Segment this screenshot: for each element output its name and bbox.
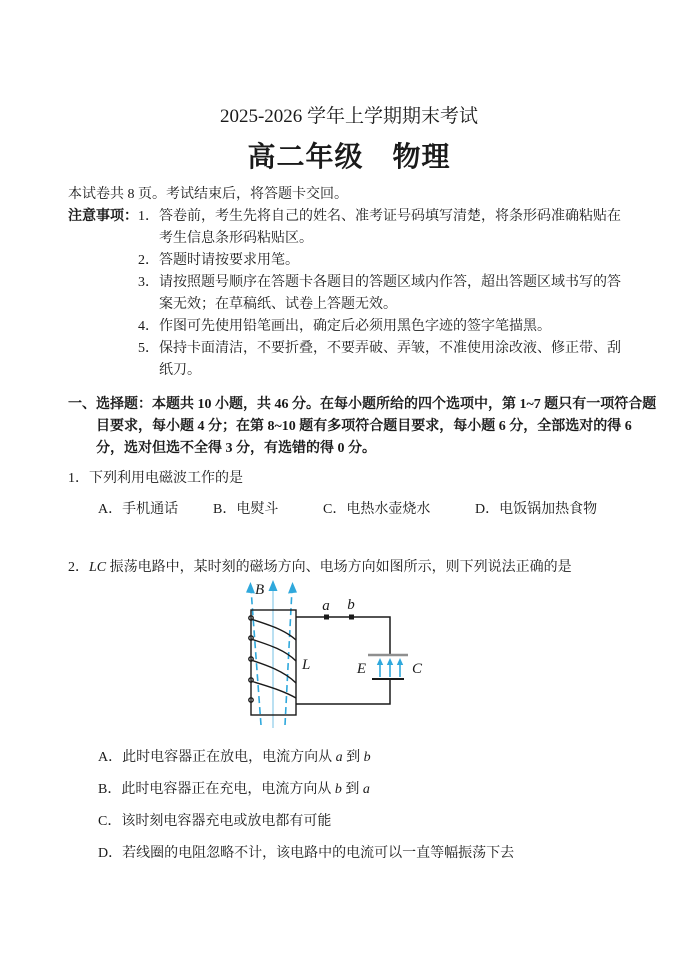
- option-label: D．: [98, 846, 123, 861]
- question-2-number: 2．: [68, 560, 89, 575]
- notice-item-text: 作图可先使用铅笔画出，确定后必须用黑色字迹的签字笔描黑。: [159, 319, 551, 334]
- label-inductor-L: L: [302, 657, 311, 673]
- option-label: A．: [98, 502, 123, 517]
- notice-label: 注意事项：: [68, 209, 138, 224]
- question-1-text: 下列利用电磁波工作的是: [89, 471, 243, 486]
- notice-item-5: [138, 338, 630, 382]
- notice-item-text: 答题时请按要求用笔。: [159, 253, 299, 268]
- question-1-option-a: [98, 499, 213, 521]
- exam-subject-title: 高二年级 物理: [247, 141, 451, 172]
- option-label: B．: [98, 782, 122, 797]
- electric-field-arrows: [380, 663, 400, 677]
- notice-item-number: 5．: [138, 341, 159, 356]
- notice-item-text: 保持卡面清洁，不要折叠，不要弄破、弄皱，不准使用涂改液、修正带、刮纸刀。: [159, 341, 621, 378]
- label-terminal-b: b: [347, 597, 355, 613]
- option-text: 此时电容器正在放电，电流方向从: [122, 750, 336, 765]
- option-label: C．: [98, 814, 122, 829]
- option-text: 电熨斗: [236, 502, 279, 517]
- notice-items: [138, 206, 630, 382]
- option-text: 手机通话: [122, 502, 179, 517]
- option-label: D．: [475, 502, 500, 517]
- option-text: 此时电容器正在充电，电流方向从: [121, 782, 335, 797]
- notice-item-2: [138, 250, 630, 272]
- terminal-b-dot: [349, 615, 354, 620]
- option-text: 到: [342, 750, 364, 765]
- magnetic-field-arrowheads: [246, 580, 297, 594]
- question-1-stem: [68, 468, 630, 490]
- question-1-number: 1．: [68, 471, 89, 486]
- notice-item-number: 1．: [138, 209, 159, 224]
- question-2-option-b: [98, 779, 630, 801]
- notice-item-number: 4．: [138, 319, 159, 334]
- paper-intro-line: 本试卷共 8 页。考试结束后，将答题卡交回。: [68, 187, 348, 202]
- question-2-option-d: [98, 843, 630, 865]
- exam-session-title: 2025-2026 学年上学期期末考试: [219, 106, 479, 127]
- option-text: 电热水壶烧水: [346, 502, 431, 517]
- notice-item-3: [138, 272, 630, 316]
- label-electric-field-E: E: [356, 661, 366, 677]
- option-var: a: [362, 782, 370, 797]
- section1-heading-text: 本题共 10 小题，共 46 分。在每小题所给的四个选项中，第 1~7 题只有一项符合题目要求，每小题 4 分；在第 8~10 题有多项符合题目要求，每小题 6 分，全部选对的得 6 分，选对但选不全得 3 分，有选错的得 0 分。: [96, 397, 657, 456]
- notice-item-number: 2．: [138, 253, 159, 268]
- label-magnetic-field-B: B: [255, 582, 265, 598]
- notice-item-number: 3．: [138, 275, 159, 290]
- option-label: C．: [323, 502, 347, 517]
- question-2-lc-symbol: LC: [89, 560, 107, 575]
- label-terminal-a: a: [322, 598, 330, 614]
- option-var: a: [335, 750, 343, 765]
- notice-section: [68, 206, 630, 382]
- lc-circuit-diagram: [228, 579, 448, 731]
- notice-item-text: 答卷前，考生先将自己的姓名、准考证号码填写清楚，将条形码准确粘贴在考生信息条形码粘贴区。: [159, 209, 621, 246]
- option-label: A．: [98, 750, 123, 765]
- question-2-text: 振荡电路中，某时刻的磁场方向、电场方向如图所示，则下列说法正确的是: [106, 560, 572, 575]
- label-capacitor-C: C: [412, 661, 423, 677]
- question-1-option-c: [323, 499, 475, 521]
- question-1-option-d: [475, 499, 597, 521]
- option-text: 该时刻电容器充电或放电都有可能: [121, 814, 332, 829]
- option-var: b: [334, 782, 342, 797]
- notice-item-4: [138, 316, 630, 338]
- question-2-option-a: [98, 747, 630, 769]
- option-label: B．: [213, 502, 237, 517]
- question-1-option-b: [213, 499, 323, 521]
- option-var: b: [363, 750, 371, 765]
- question-2-stem: [68, 557, 630, 579]
- notice-item-1: [138, 206, 630, 250]
- lc-circuit-svg: [228, 579, 448, 731]
- section1-heading-label: 一、选择题：: [68, 397, 152, 412]
- question-2-option-c: [98, 811, 630, 833]
- electric-field-arrowheads: [377, 658, 403, 665]
- notice-item-text: 请按照题号顺序在答题卡各题目的答题区域内作答，超出答题区域书写的答案无效；在草稿纸、试卷上答题无效。: [159, 275, 621, 312]
- option-text: 电饭锅加热食物: [499, 502, 598, 517]
- option-text: 若线圈的电阻忽略不计，该电路中的电流可以一直等幅振荡下去: [122, 846, 515, 861]
- question-1-options: [98, 499, 630, 521]
- terminal-a-dot: [324, 615, 329, 620]
- section1-heading: [68, 394, 658, 460]
- option-text: 到: [341, 782, 363, 797]
